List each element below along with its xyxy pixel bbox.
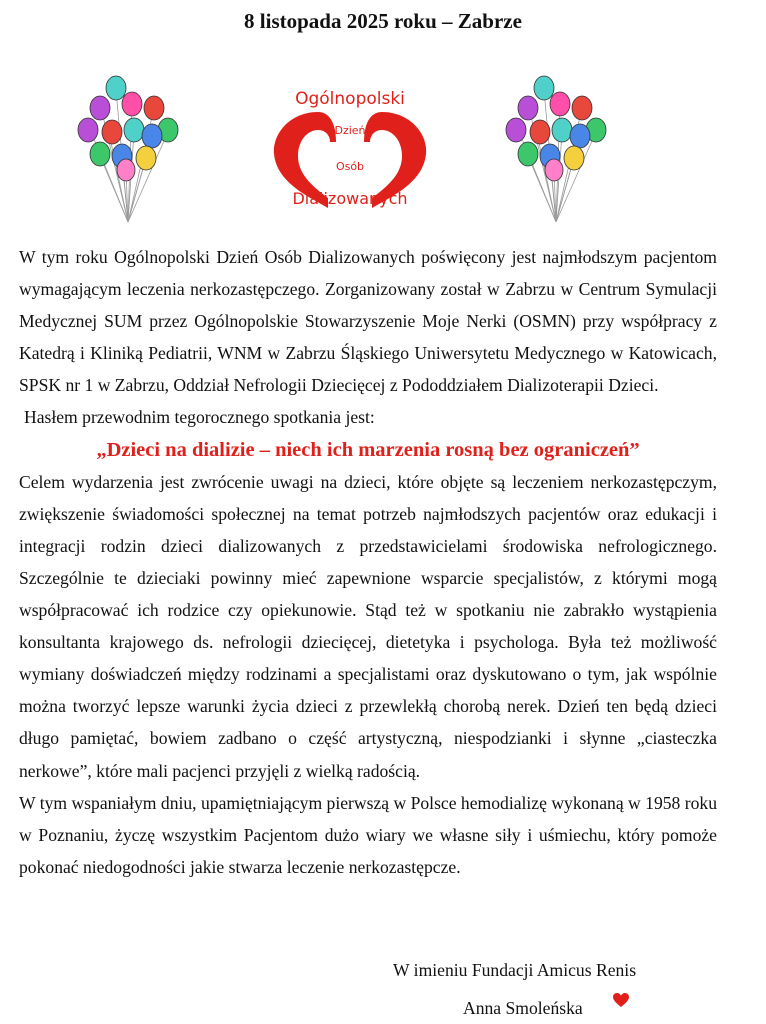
balloon [545, 159, 563, 181]
balloon [570, 124, 590, 148]
balloons-right-image [500, 72, 612, 229]
balloon [518, 96, 538, 120]
balloon [144, 96, 164, 120]
logo-line3: Osób [335, 160, 365, 173]
logo-line1: Ogólnopolski [295, 89, 405, 109]
balloon [506, 118, 526, 142]
balloon [106, 76, 126, 100]
balloon [518, 142, 538, 166]
paragraph-wishes: W tym wspaniałym dniu, upamiętniającym pierwszą w Polsce hemodializę wykonaną w 1958 roku w Poznaniu, życzę wszystkim Pacjentom dużo wiary we własne siły i uśmiechu, który pomoże pokonać niedogodności jakie stwarza leczenie nerkozastępcze. [19, 792, 717, 877]
balloon [530, 120, 550, 144]
balloon [136, 146, 156, 170]
balloon-cluster-icon [72, 72, 184, 224]
balloon [550, 92, 570, 116]
balloon [534, 76, 554, 100]
heart-icon [613, 993, 629, 1013]
paragraph-purpose: Celem wydarzenia jest zwrócenie uwagi na dzieci, które objęte są leczeniem nerkozastępczym, zwiększenie świadomości społecznej na temat potrzeb najmłodszych pacjentów oraz edukacji i integracji rodzin dzieci dializowanych z przedstawicielami środowiska nefrologicznego. Szczególnie te dzieciaki powinny mieć zapewnione wsparcie specjalistów, z którymi mogą współpracować ich rodzice czy opiekunowie. Stąd też w spotkaniu nie zabrakło wystąpienia konsultanta krajowego ds. nefrologii dziecięcej, dietetyka i psychologa. Była też możliwość wymiany doświadczeń między rodzinami a specjalistami oraz dyskutowano o tym, jak wspólnie można tworzyć lepsze warunki życia dzieci z przewlekłą chorobą nerek. Dzień ten będą dzieci długo pamiętać, bowiem zadbano o część artystyczną, niespodzianki i słynne „ciasteczka nerkowe”, które mali pacjenci przyjęli z wielką radością. [19, 471, 717, 781]
paragraph-intro: W tym roku Ogólnopolski Dzień Osób Dializowanych poświęcony jest najmłodszym pacjentom wymagającym leczenia nerkozastępczego. Zorganizowany został w Zabrzu w Centrum Symulacji Medycznej SUM przez Ogólnopolskie Stowarzyszenie Moje Nerki (OSMN) przy współpracy z Katedrą i Kliniką Pediatrii, WNM w Zabrzu Śląskiego Uniwersytetu Medycznego w Katowicach, SPSK nr 1 w Zabrzu, Oddział Nefrologii Dziecięcej z Pododdziałem Dializoterapii Dzieci. [19, 247, 717, 396]
balloon [142, 124, 162, 148]
balloon [124, 118, 144, 142]
page-title: 8 listopada 2025 roku – Zabrze [244, 9, 522, 33]
motto-slogan: „Dzieci na dializie – niech ich marzenia rosną bez ograniczeń” [96, 438, 640, 461]
balloon-cluster-icon [500, 72, 612, 224]
event-logo [270, 82, 430, 222]
balloon [90, 142, 110, 166]
logo-line4: Dializowanych [292, 189, 408, 208]
logo-line2: Dzień [334, 124, 366, 137]
balloon [564, 146, 584, 170]
balloons-left-image [72, 72, 184, 229]
balloon [78, 118, 98, 142]
signature-organization: W imieniu Fundacji Amicus Renis [393, 960, 637, 980]
article-body [19, 241, 717, 883]
signature-name: Anna Smoleńska [463, 998, 583, 1018]
balloon [552, 118, 572, 142]
motto-lead-in: Hasłem przewodnim tegorocznego spotkania jest: [24, 407, 375, 428]
balloon [572, 96, 592, 120]
balloon [117, 159, 135, 181]
balloon [102, 120, 122, 144]
balloon [122, 92, 142, 116]
balloon [90, 96, 110, 120]
